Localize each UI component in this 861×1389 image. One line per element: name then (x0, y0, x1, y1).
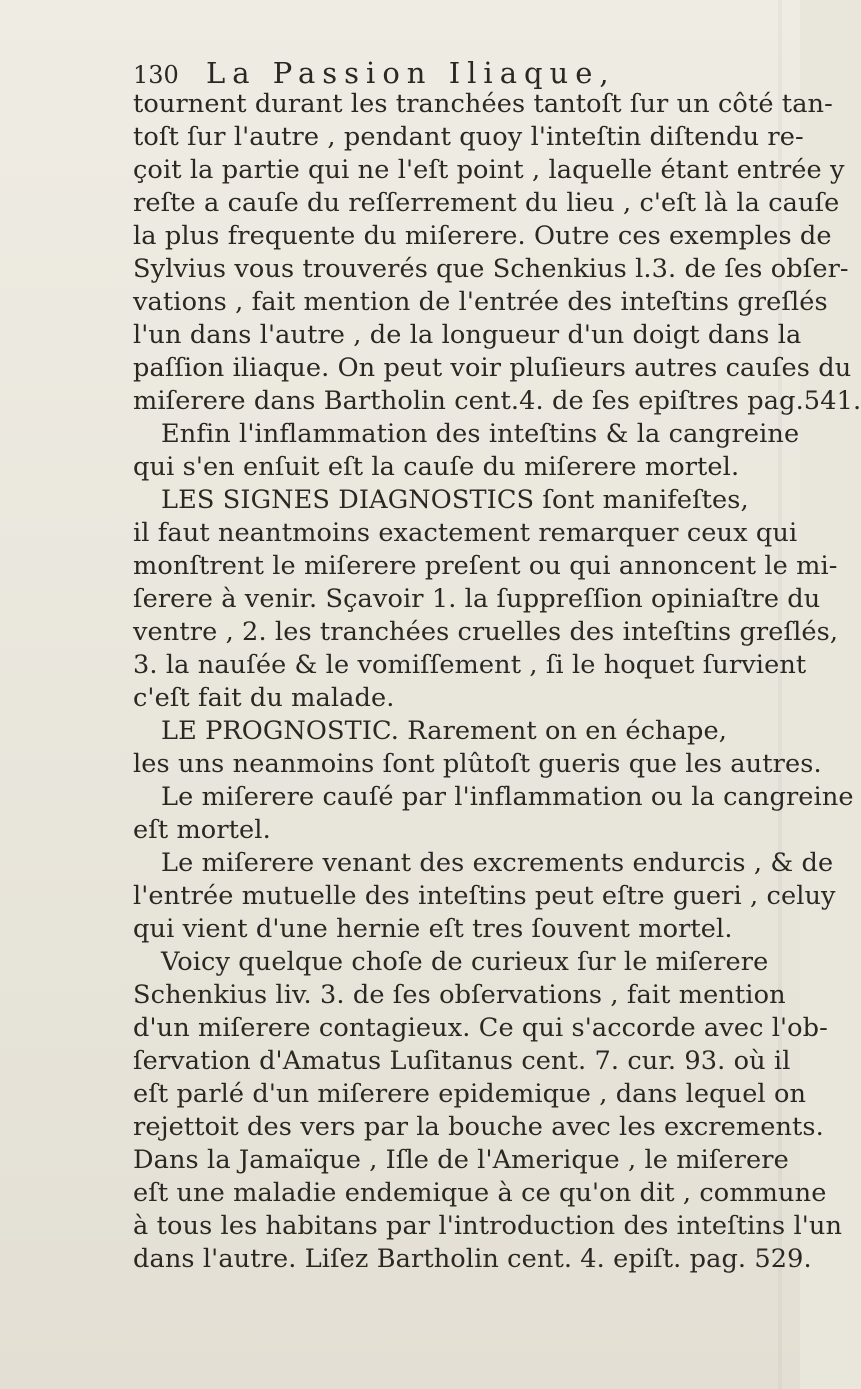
text-line: dans l'autre. Liſez Bartholin cent. 4. epiſt. pag. 529. (133, 1244, 812, 1274)
text-line: la plus frequente du miſerere. Outre ces exemples de (133, 221, 832, 251)
text-line: ventre , 2. les tranchées cruelles des inteſtins greſlés, (133, 617, 839, 647)
text-line: paſſion iliaque. On peut voir pluſieurs autres cauſes du (133, 353, 852, 383)
text-line: c'eſt fait du malade. (133, 683, 395, 713)
text-line: vations , fait mention de l'entrée des inteſtins greſlés (133, 287, 828, 317)
section-heading-diagnostics: LES SIGNES DIAGNOSTICS ſont manifeſtes, (161, 485, 749, 515)
text-line: les uns neanmoins ſont plûtoſt gueris que les autres. (133, 749, 822, 779)
text-line: 3. la nauſée & le vomiſſement , ſi le hoquet ſurvient (133, 650, 807, 680)
text-line: ſervation d'Amatus Luſitanus cent. 7. cur. 93. où il (133, 1046, 791, 1076)
text-line: Schenkius liv. 3. de ſes obſervations , fait mention (133, 980, 786, 1010)
text-line: eſt une maladie endemique à ce qu'on dit , commune (133, 1178, 827, 1208)
text-line: Dans la Jamaïque , Iſle de l'Amerique , le miſerere (133, 1145, 789, 1175)
text-line: reſte a cauſe du reſſerrement du lieu , c'eſt là la cauſe (133, 188, 840, 218)
text-line: qui s'en enſuit eſt la cauſe du miſerere mortel. (133, 452, 740, 482)
text-line: eſt parlé d'un miſerere epidemique , dans lequel on (133, 1079, 807, 1109)
text-line: d'un miſerere contagieux. Ce qui s'accorde avec l'ob- (133, 1013, 828, 1043)
text-line: Enfin l'inflammation des inteſtins & la cangreine (161, 419, 800, 449)
text-line: tournent durant les tranchées tantoſt ſur un côté tan- (133, 89, 833, 119)
text-line: toſt ſur l'autre , pendant quoy l'inteſtin diſtendu re- (133, 122, 804, 152)
text-line: Sylvius vous trouverés que Schenkius l.3. de ſes obſer- (133, 254, 849, 284)
text-line: Le miſerere venant des excrements endurcis , & de (161, 848, 834, 878)
text-line: miſerere dans Bartholin cent.4. de ſes epiſtres pag.541. (133, 386, 861, 416)
text-line: qui vient d'une hernie eſt tres ſouvent mortel. (133, 914, 733, 944)
text-line: l'entrée mutuelle des inteſtins peut eſtre gueri , celuy (133, 881, 836, 911)
body-text (133, 88, 861, 1276)
text-line: Le miſerere cauſé par l'inflammation ou la cangreine (161, 782, 854, 812)
running-title: La Passion Iliaque, (206, 56, 616, 90)
section-heading-prognostic: LE PROGNOSTIC. Rarement on en échape, (161, 716, 727, 746)
page-number: 130 (133, 61, 179, 89)
text-line: çoit la partie qui ne l'eſt point , laquelle étant entrée y (133, 155, 845, 185)
text-line: monſtrent le miſerere preſent ou qui annoncent le mi- (133, 551, 838, 581)
text-line: Voicy quelque choſe de curieux ſur le miſerere (161, 947, 769, 977)
text-line: eſt mortel. (133, 815, 271, 845)
text-line: rejettoit des vers par la bouche avec les excrements. (133, 1112, 824, 1142)
text-line: ſerere à venir. Sçavoir 1. la ſuppreſſion opiniaſtre du (133, 584, 821, 614)
text-line: il faut neantmoins exactement remarquer ceux qui (133, 518, 798, 548)
text-line: l'un dans l'autre , de la longueur d'un doigt dans la (133, 320, 802, 350)
text-line: à tous les habitans par l'introduction des inteſtins l'un (133, 1211, 843, 1241)
